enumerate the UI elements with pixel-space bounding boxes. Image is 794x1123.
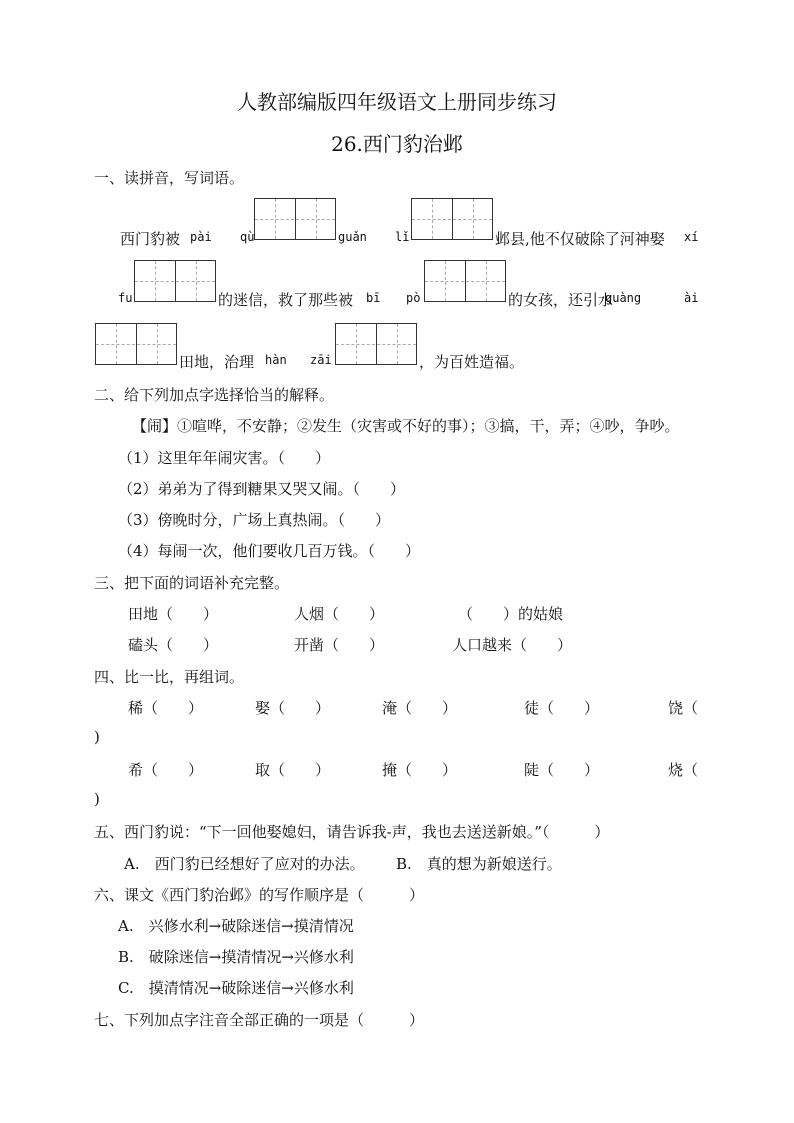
q7-heading: 七、下列加点字注音全部正确的一项是（ ） bbox=[94, 1011, 425, 1029]
q4-item: 取（ ） bbox=[255, 761, 331, 779]
q6-option: B. 破除迷信→摸清情况→兴修水利 bbox=[118, 948, 354, 966]
q4-item: 淹（ ） bbox=[382, 699, 458, 717]
q2-definition: 【闹】①喧哗，不安静；②发生（灾害或不好的事）；③搞，干，弄；④吵，争吵。 bbox=[132, 417, 680, 435]
pinyin-guan: guǎn bbox=[338, 230, 367, 244]
writing-box-guangai[interactable] bbox=[95, 323, 177, 365]
q1-text-1: 西门豹被 bbox=[120, 230, 181, 248]
q1-heading: 一、读拼音，写词语。 bbox=[94, 169, 245, 187]
q5-heading: 五、西门豹说：“下一回他娶媳妇，请告诉我-声，我也去送送新娘。”（ ） bbox=[94, 823, 610, 841]
q3-blank: 磕头（ ） bbox=[128, 636, 219, 654]
q4-item: 希（ ） bbox=[128, 761, 204, 779]
q4-item: 徒（ ） bbox=[524, 699, 600, 717]
writing-box-xifu[interactable] bbox=[134, 260, 216, 302]
pinyin-guang: guàng bbox=[605, 291, 642, 305]
q4-item: 饶（ bbox=[668, 699, 699, 717]
q4-item: 掩（ ） bbox=[382, 761, 458, 779]
q2-item: （4）每闹一次，他们要收几百万钱。（ ） bbox=[118, 542, 421, 560]
q1-text-6: ，为百姓造福。 bbox=[419, 353, 525, 371]
writing-box-paiqu[interactable] bbox=[254, 198, 336, 240]
writing-box-bipo[interactable] bbox=[424, 260, 506, 302]
q4-item: 烧（ bbox=[668, 761, 699, 779]
q2-item: （3）傍晚时分，广场上真热闹。（ ） bbox=[118, 511, 391, 529]
q6-option: C. 摸清情况→破除迷信→兴修水利 bbox=[118, 979, 354, 997]
q2-item: （1）这里年年闹灾害。（ ） bbox=[118, 449, 331, 467]
pinyin-xi: xí bbox=[684, 230, 699, 244]
q4-close-paren: ) bbox=[94, 790, 100, 808]
q3-blank: 田地（ ） bbox=[128, 605, 219, 623]
q1-text-5: 田地，治理 bbox=[179, 353, 255, 371]
q6-option: A. 兴修水利→破除迷信→摸清情况 bbox=[118, 917, 354, 935]
writing-box-guanli[interactable] bbox=[411, 198, 493, 240]
pinyin-li: lǐ bbox=[395, 230, 410, 244]
writing-box-hanzai[interactable] bbox=[335, 323, 417, 365]
q4-heading: 四、比一比，再组词。 bbox=[94, 668, 245, 686]
q4-close-paren: ) bbox=[94, 728, 100, 746]
pinyin-zai: zāi bbox=[310, 353, 332, 367]
q3-heading: 三、把下面的词语补充完整。 bbox=[94, 574, 290, 592]
q4-item: 陡（ ） bbox=[524, 761, 600, 779]
q3-blank: （ ）的姑娘 bbox=[458, 605, 564, 623]
pinyin-po: pò bbox=[406, 291, 421, 305]
pinyin-pai: pài bbox=[190, 230, 212, 244]
pinyin-qu: qù bbox=[240, 230, 255, 244]
q1-text-2: 邺县,他不仅破除了河神娶 bbox=[495, 230, 665, 248]
page-subtitle: 26.西门豹治邺 bbox=[331, 132, 463, 156]
q4-item: 娶（ ） bbox=[255, 699, 331, 717]
q5-option-a: A. 西门豹已经想好了应对的办法。 bbox=[124, 855, 365, 873]
pinyin-ai: ài bbox=[684, 291, 699, 305]
pinyin-fu: fu bbox=[118, 291, 133, 305]
q2-item: （2）弟弟为了得到糖果又哭又闹。（ ） bbox=[118, 480, 406, 498]
q2-heading: 二、给下列加点字选择恰当的解释。 bbox=[94, 386, 335, 404]
q1-text-3: 的迷信，救了那些被 bbox=[218, 291, 354, 309]
q3-blank: 人口越来（ ） bbox=[452, 636, 573, 654]
q6-heading: 六、课文《西门豹治邺》的写作顺序是（ ） bbox=[94, 886, 425, 904]
q3-blank: 开凿（ ） bbox=[294, 636, 385, 654]
q5-option-b: B. 真的想为新娘送行。 bbox=[396, 855, 562, 873]
q1-text-4: 的女孩，还引水 bbox=[508, 291, 614, 309]
pinyin-han: hàn bbox=[265, 353, 287, 367]
q4-item: 稀（ ） bbox=[128, 699, 204, 717]
q3-blank: 人烟（ ） bbox=[294, 605, 385, 623]
pinyin-bi: bī bbox=[366, 291, 381, 305]
page-title: 人教部编版四年级语文上册同步练习 bbox=[237, 90, 557, 114]
